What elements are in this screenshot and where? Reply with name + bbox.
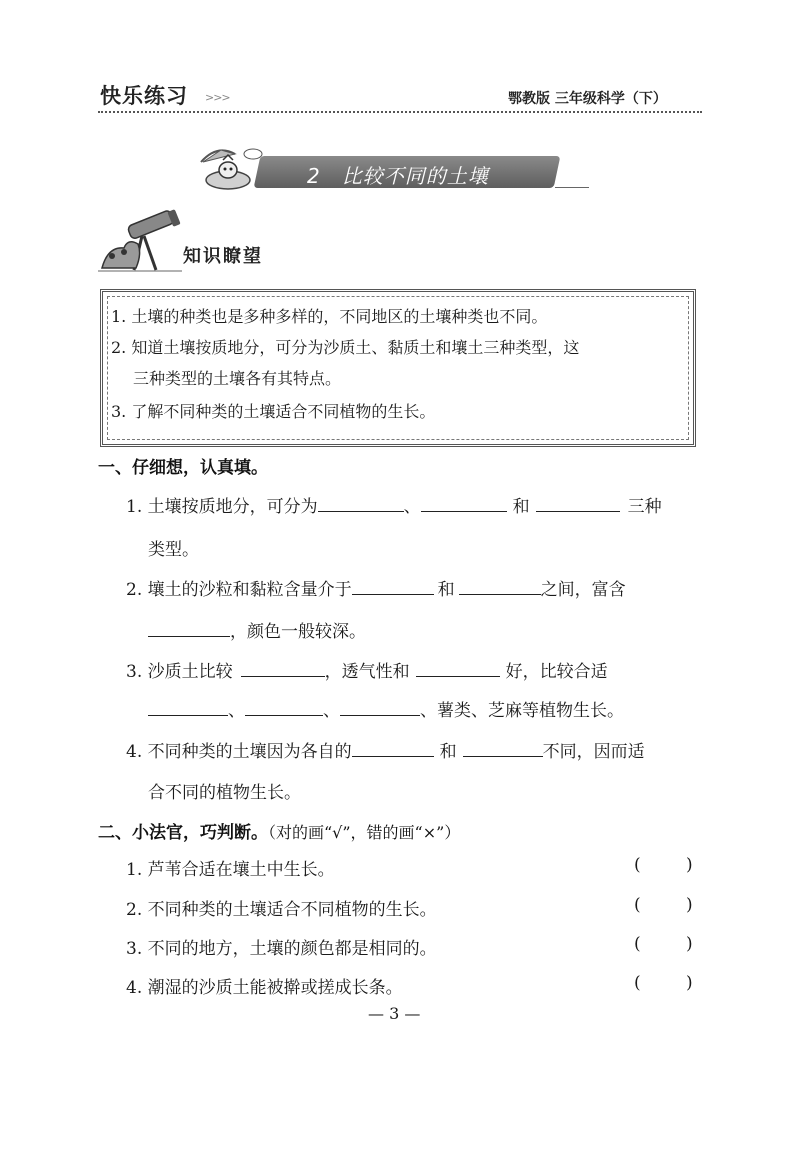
q3-text-d: 、薯类、芝麻等植物生长。 xyxy=(420,701,624,721)
q3-text-b: ，透气性和 xyxy=(324,662,410,682)
section2-heading xyxy=(98,818,460,843)
answer-blank[interactable] xyxy=(148,701,228,716)
answer-blank[interactable] xyxy=(352,580,434,595)
knowledge-line: 1. 土壤的种类也是多种多样的，不同地区的土壤种类也不同。 xyxy=(111,307,548,326)
judge-item-1: 1. 芦苇合适在壤土中生长。 xyxy=(126,860,335,880)
q4-text-a: 4. 不同种类的土壤因为各自的 xyxy=(126,742,352,762)
question-3-cont xyxy=(148,696,624,721)
q3-sep2: 、 xyxy=(323,701,340,721)
banner-tail xyxy=(555,187,589,188)
answer-blank[interactable] xyxy=(421,497,507,512)
question-4 xyxy=(126,737,645,762)
answer-paren-close[interactable]: ) xyxy=(686,934,693,954)
section1-title: 一、仔细想，认真填。 xyxy=(98,458,268,478)
knowledge-line: 2. 知道土壤按质地分，可分为沙质土、黏质土和壤土三种类型，这 xyxy=(111,338,580,357)
answer-blank[interactable] xyxy=(148,622,230,637)
answer-paren-open[interactable]: ( xyxy=(634,895,641,915)
q4-text-c: 合不同的植物生长。 xyxy=(148,783,301,803)
q1-sep1: 、 xyxy=(403,497,421,517)
q1-text-b: 三种 xyxy=(627,497,662,517)
q3-sep1: 、 xyxy=(228,701,245,721)
answer-blank[interactable] xyxy=(463,742,543,757)
answer-blank[interactable] xyxy=(340,701,420,716)
q4-sep1: 和 xyxy=(439,742,457,762)
answer-paren-close[interactable]: ) xyxy=(686,895,693,915)
q2-text-a: 2. 壤土的沙粒和黏粒含量介于 xyxy=(126,580,352,600)
q3-text-a: 3. 沙质土比较 xyxy=(126,662,233,682)
answer-blank[interactable] xyxy=(318,497,404,512)
answer-blank[interactable] xyxy=(241,662,325,677)
answer-blank[interactable] xyxy=(416,662,500,677)
answer-blank[interactable] xyxy=(245,701,323,716)
q2-text-c: ，颜色一般较深。 xyxy=(230,622,366,642)
question-3 xyxy=(126,657,608,682)
q3-text-c: 好，比较合适 xyxy=(505,662,608,682)
answer-paren-open[interactable]: ( xyxy=(634,934,641,954)
answer-blank[interactable] xyxy=(352,742,434,757)
series-title: 快乐练习 xyxy=(100,84,188,108)
judge-item-2: 2. 不同种类的土壤适合不同植物的生长。 xyxy=(126,900,437,920)
answer-blank[interactable] xyxy=(536,497,620,512)
answer-paren-close[interactable]: ) xyxy=(686,973,693,993)
answer-blank[interactable] xyxy=(459,580,541,595)
knowledge-box xyxy=(100,289,696,447)
page-number: — 3 — xyxy=(368,1004,421,1023)
knowledge-title: 知识瞭望 xyxy=(183,246,263,267)
q1-sep2: 和 xyxy=(512,497,530,517)
header-divider xyxy=(98,111,702,113)
lesson-banner xyxy=(195,140,595,196)
knowledge-line: 三种类型的土壤各有其特点。 xyxy=(133,369,342,388)
section2-note: （对的画“√”，错的画“×”） xyxy=(268,823,461,842)
answer-paren-open[interactable]: ( xyxy=(634,855,641,875)
question-2 xyxy=(126,575,626,600)
cartoon-illustration-icon xyxy=(195,140,265,196)
question-1 xyxy=(126,492,662,517)
q1-text-a: 1. 土壤按质地分，可分为 xyxy=(126,497,318,517)
edition-label: 鄂教版 三年级科学（下） xyxy=(508,91,667,107)
series-arrows: >>> xyxy=(205,91,230,104)
lesson-title: 2 比较不同的土壤 xyxy=(307,164,489,188)
judge-item-4: 4. 潮湿的沙质土能被擀或搓成长条。 xyxy=(126,978,403,998)
judge-item-3: 3. 不同的地方，土壤的颜色都是相同的。 xyxy=(126,939,437,959)
q2-text-b: 之间，富含 xyxy=(540,580,626,600)
answer-paren-close[interactable]: ) xyxy=(686,855,693,875)
q1-text-c: 类型。 xyxy=(148,540,199,560)
question-2-cont xyxy=(148,617,366,642)
q4-text-b: 不同，因而适 xyxy=(542,742,645,762)
answer-paren-open[interactable]: ( xyxy=(634,973,641,993)
q2-sep1: 和 xyxy=(437,580,455,600)
telescope-icon xyxy=(98,208,182,274)
knowledge-line: 3. 了解不同种类的土壤适合不同植物的生长。 xyxy=(111,402,436,421)
section2-title: 二、小法官，巧判断。 xyxy=(98,823,268,843)
